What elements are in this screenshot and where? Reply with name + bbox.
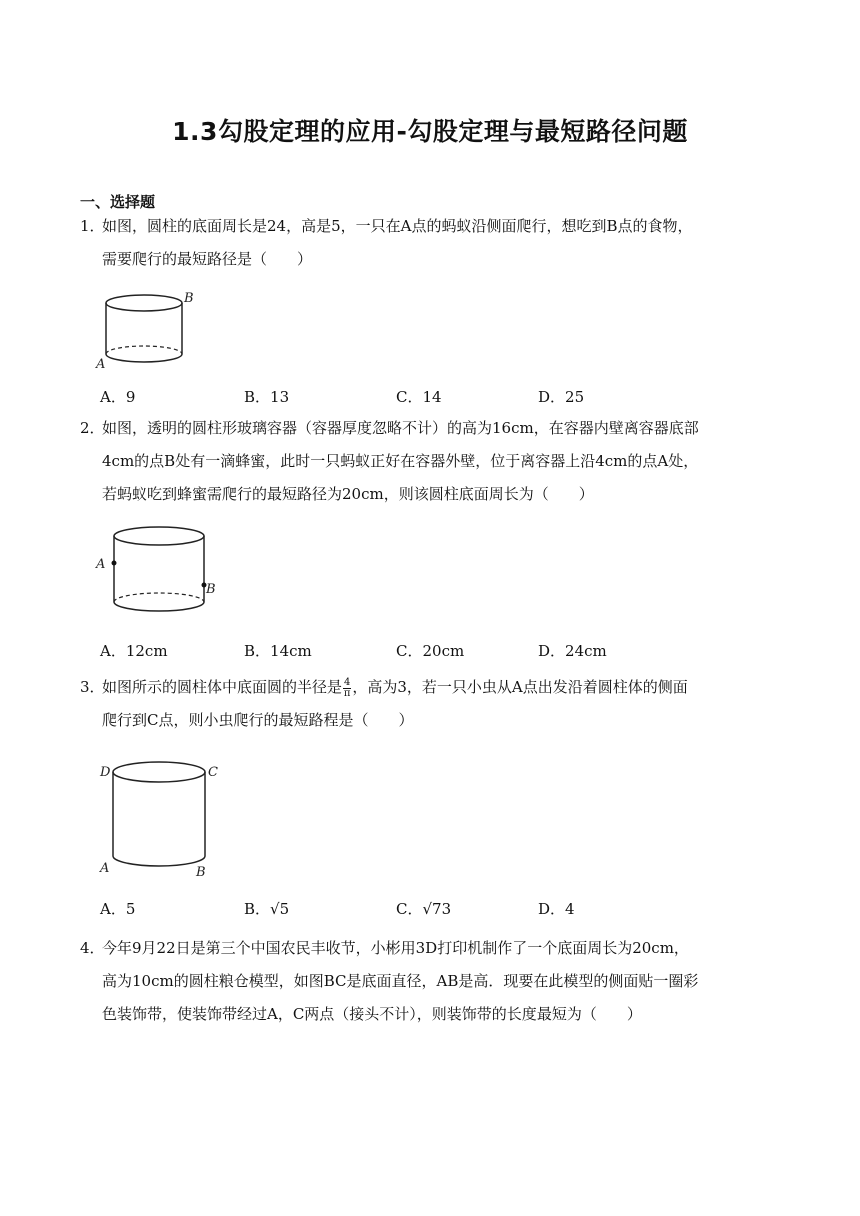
section-heading: 一、选择题 <box>80 193 156 211</box>
point-label-a: A <box>96 557 106 572</box>
point-label-a: A <box>100 861 110 876</box>
option-d: D．4 <box>538 900 575 918</box>
question-text-line: 如图，圆柱的底面周长是24，高是5，一只在A点的蚂蚁沿侧面爬行，想吃到B点的食物， <box>102 217 693 235</box>
option-a: A．9 <box>100 388 136 406</box>
question-text-line: 若蚂蚁吃到蜂蜜需爬行的最短路径为20cm，则该圆柱底面周长为（ ） <box>102 485 594 503</box>
question-1 <box>80 192 780 276</box>
option-c: C．20cm <box>396 642 465 660</box>
question-text-line: 高为10cm的圆柱粮仓模型，如图BC是底面直径，AB是高．现要在此模型的侧面贴一圈彩 <box>102 972 699 990</box>
question-text-line: ，高为3，若一只小虫从A点出发沿着圆柱体的侧面 <box>352 678 688 696</box>
cylinder-figure-3 <box>92 756 222 882</box>
point-label-a: A <box>96 357 106 372</box>
options-row <box>100 898 700 922</box>
page-title: 1.3勾股定理的应用-勾股定理与最短路径问题 <box>172 117 688 146</box>
question-number: 4． <box>80 939 105 957</box>
option-c: C．√73 <box>396 900 452 918</box>
cylinder-figure-1 <box>92 288 212 376</box>
cylinder-figure-2 <box>92 522 222 622</box>
question-4 <box>80 932 780 1031</box>
question-3 <box>80 671 780 737</box>
question-text-line: 爬行到C点，则小虫爬行的最短路程是（ ） <box>102 711 414 729</box>
question-text-line: 色装饰带，使装饰带经过A，C两点（接头不计），则装饰带的长度最短为（ ） <box>102 1005 642 1023</box>
point-label-d: D <box>100 765 111 780</box>
question-number: 2． <box>80 419 105 437</box>
point-label-b: B <box>184 291 194 306</box>
question-number: 3． <box>80 678 105 696</box>
option-a: A．5 <box>100 900 136 918</box>
point-label-c: C <box>208 765 218 780</box>
question-text-line: 4cm的点B处有一滴蜂蜜，此时一只蚂蚁正好在容器外壁，位于离容器上沿4cm的点A处， <box>102 452 699 470</box>
question-text-line: 如图所示的圆柱体中底面圆的半径是 <box>102 678 343 696</box>
option-c: C．14 <box>396 388 442 406</box>
option-b: B．14cm <box>244 642 312 660</box>
option-d: D．24cm <box>538 642 607 660</box>
options-row <box>100 386 700 410</box>
point-label-b: B <box>196 865 206 880</box>
question-number: 1． <box>80 217 105 235</box>
option-a: A．12cm <box>100 642 168 660</box>
fraction: $\frac{4}{\pi}$ <box>343 676 351 699</box>
question-2 <box>80 412 780 511</box>
question-text-line: 需要爬行的最短路径是（ ） <box>102 250 313 268</box>
options-row <box>100 640 700 664</box>
point-label-b: B <box>206 582 216 597</box>
option-b: B．√5 <box>244 900 290 918</box>
question-text-line: 如图，透明的圆柱形玻璃容器（容器厚度忽略不计）的高为16cm，在容器内壁离容器底部 <box>102 419 699 437</box>
option-b: B．13 <box>244 388 290 406</box>
option-d: D．25 <box>538 388 585 406</box>
question-text-line: 今年9月22日是第三个中国农民丰收节，小彬用3D打印机制作了一个底面周长为20cm， <box>102 939 689 957</box>
